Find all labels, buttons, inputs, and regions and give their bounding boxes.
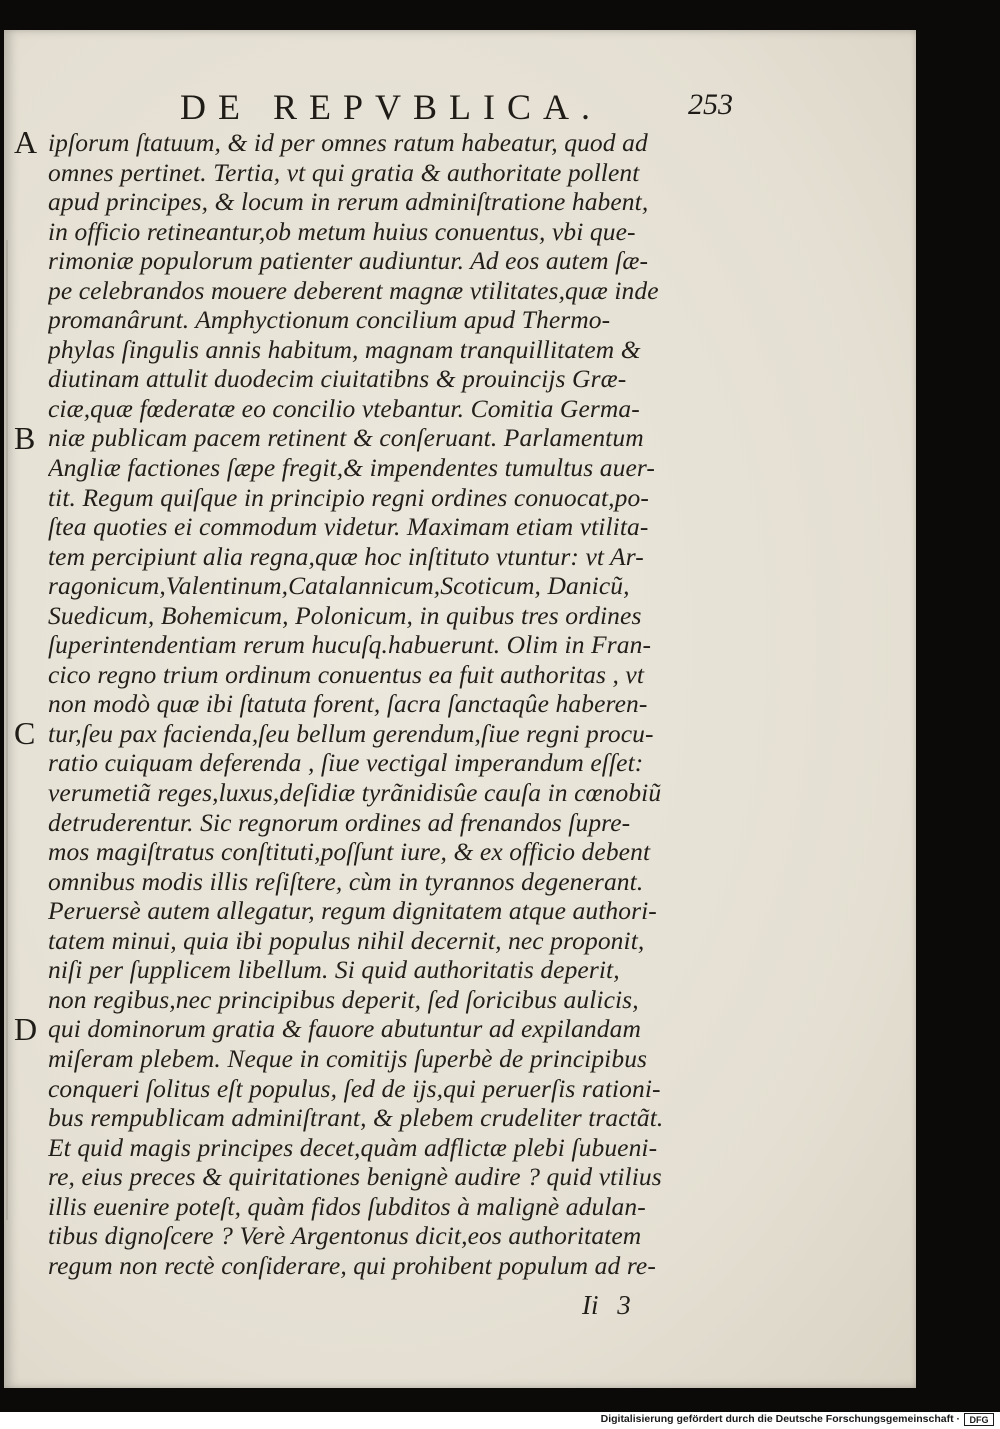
text-line: bus rempublicam adminiſtrant, & plebem crudeliter tractãt. — [48, 1103, 664, 1133]
margin-marker: C — [14, 715, 36, 751]
text-line: mos magiſtratus conſtituti,poſſunt iure, & ex officio debent — [48, 837, 651, 867]
text-line: ratio cuiquam deferenda , ſiue vectigal imperandum eſſet: — [48, 748, 644, 778]
digitization-credit: Digitalisierung gefördert durch die Deutsche Forschungsgemeinschaft · — [600, 1413, 960, 1425]
text-line: in officio retineantur,ob metum huius conuentus, vbi que- — [48, 216, 636, 246]
text-line: qui dominorum gratia & fauore abutuntur ad expilandam — [48, 1014, 641, 1044]
text-line: tem percipiunt alia regna,quæ hoc inſtituto vtuntur: vt Ar- — [48, 541, 644, 571]
text-line: ciæ,quæ fœderatæ eo concilio vtebantur. Comitia Germa- — [48, 393, 640, 423]
margin-marker: D — [14, 1010, 38, 1047]
text-line: omnibus modis illis reſiſtere, cùm in tyrannos degenerant. — [48, 866, 644, 896]
text-line: promanârunt. Amphyctionum concilium apud Thermo- — [48, 305, 611, 335]
text-line: conqueri ſolitus eſt populus, ſed de ijs,qui peruerſis rationi- — [48, 1073, 661, 1103]
dfg-logo: DFG — [964, 1413, 994, 1426]
running-head: DE REPVBLICA. — [180, 87, 603, 127]
text-line: tur,ſeu pax facienda,ſeu bellum gerendum,ſiue regni procu- — [48, 718, 654, 748]
text-line: Peruersè autem allegatur, regum dignitatem atque authori- — [48, 896, 657, 926]
text-line: tatem minui, quia ibi populus nihil decernit, nec proponit, — [48, 925, 645, 955]
text-line: Et quid magis principes decet,quàm adflictæ plebi ſubueni- — [48, 1132, 658, 1162]
text-line: cico regno trium ordinum conuentus ea fuit authoritas , vt — [48, 659, 645, 689]
text-line: tit. Regum quiſque in principio regni ordines conuocat,po- — [48, 482, 649, 512]
signature-mark: Ii 3 — [582, 1290, 631, 1320]
text-line: niſi per ſupplicem libellum. Si quid authoritatis deperit, — [48, 955, 620, 985]
text-line: apud principes, & locum in rerum adminiſtratione habent, — [48, 187, 649, 217]
text-line: non modò quæ ibi ſtatuta forent, ſacra ſanctaqûe haberen- — [48, 689, 648, 719]
text-line: niæ publicam pacem retinent & conſeruant. Parlamentum — [48, 423, 644, 453]
text-line: verumetiã reges,luxus,deſidiæ tyrãnidisûe cauſa in cœnobiũ — [48, 778, 662, 808]
text-line: rimoniæ populorum patienter audiuntur. Ad eos autem ſæ- — [48, 246, 649, 276]
text-line: ragonicum,Valentinum,Catalannicum,Scoticum, Danicũ, — [48, 571, 630, 601]
text-line: ipſorum ſtatuum, & id per omnes ratum habeatur, quod ad — [48, 128, 648, 157]
text-line: phylas ſingulis annis habitum, magnam tranquillitatem & — [48, 334, 641, 364]
margin-marker: B — [14, 419, 36, 456]
page-number: 253 — [688, 88, 733, 121]
text-line: tibus dignoſcere ? Verè Argentonus dicit,eos authoritatem — [48, 1221, 642, 1251]
text-line: miſeram plebem. Neque in comitijs ſuperbè de principibus — [48, 1043, 648, 1073]
text-line: ſuperintendentiam rerum hucuſq.habuerunt. Olim in Fran- — [48, 630, 652, 660]
text-line: ſtea quoties ei commodum videtur. Maximam etiam vtilita- — [48, 512, 649, 542]
text-line: detruderentur. Sic regnorum ordines ad frenandos ſupre- — [48, 807, 631, 837]
text-line: illis euenire poteſt, quàm fidos ſubditos à malignè adulan- — [48, 1191, 646, 1221]
body-text — [48, 128, 758, 1280]
text-line: re, eius preces & quiritationes benignè audire ? quid vtilius — [48, 1162, 662, 1192]
gutter-shadow — [6, 240, 8, 1220]
text-line: omnes pertinet. Tertia, vt qui gratia & authoritate pollent — [48, 157, 640, 187]
text-line: Angliæ factiones ſæpe fregit,& impendentes tumultus auer- — [48, 453, 655, 483]
text-line: pe celebrandos mouere deberent magnæ vtilitates,quæ inde — [48, 275, 659, 305]
book-page — [4, 30, 916, 1388]
margin-marker: A — [14, 124, 38, 160]
text-line: regum non rectè conſiderare, qui prohibent populum ad re- — [48, 1250, 656, 1280]
text-line: Suedicum, Bohemicum, Polonicum, in quibus tres ordines — [48, 600, 642, 630]
text-line: diutinam attulit duodecim ciuitatibns & prouincijs Græ- — [48, 364, 627, 394]
text-line: non regibus,nec principibus deperit, ſed ſoricibus aulicis, — [48, 984, 639, 1014]
